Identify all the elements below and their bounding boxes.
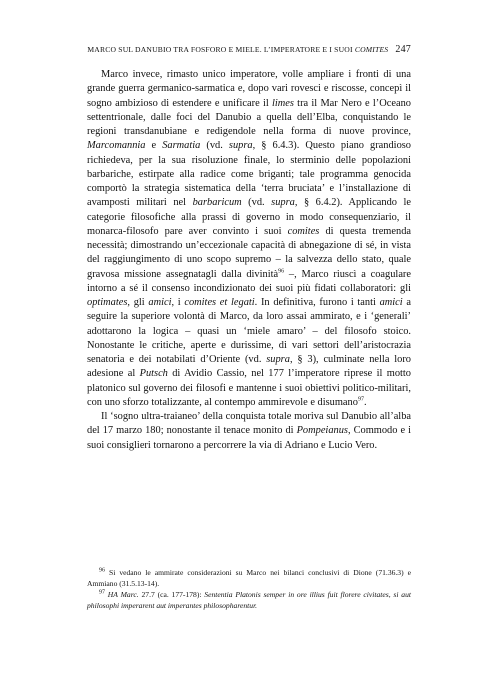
text-run: a seguire la superiore volontà di Marco, da loro assai ammirato, e i ‘generali’ adottarono la logica – quasi un ‘miele amaro’ – del filosofo stoico. Nonostante le critiche, aperte e durissime, di vari settori dell’aristocrazia senatoria e dei notabilati d’Oriente (vd.	[87, 297, 411, 365]
text-run: , i	[171, 297, 185, 308]
paragraph-2	[87, 410, 411, 453]
text-run: (vd.	[241, 197, 272, 209]
footnotes	[87, 568, 411, 612]
italic-term: supra	[271, 197, 295, 209]
running-title: MARCO SUL DANUBIO TRA FOSFORO E MIELE. L’IMPERATORE E I SUOI	[87, 45, 353, 54]
text-run: .	[363, 396, 367, 408]
italic-term: Marcomannia	[87, 140, 146, 152]
page-number: 247	[395, 44, 411, 55]
footnote-text: 27.7 (ca. 177-178):	[138, 590, 205, 600]
footnote-ref-96[interactable]: 96	[278, 268, 285, 275]
italic-term: supra	[228, 140, 253, 152]
text-run: e	[145, 140, 163, 152]
italic-term: supra	[266, 354, 290, 365]
text-run: , § 3), culminate nella loro adesione al	[87, 354, 411, 380]
text-run: Marco invece, rimasto unico imperatore, volle ampliare i fronti di una grande guerra germanico-sarmatica e, dopo vari rovesci e riscosse, concepì il sogno ambizioso di estendere e unificare il	[87, 69, 411, 109]
footnote-97	[87, 590, 411, 611]
text-run: , § 6.4.2). Applicando le categorie filosofiche alla prassi di governo in modo consequenziario, il monarca-filosofo pare aver convinto i suoi	[87, 197, 411, 237]
text-run: (vd.	[200, 140, 229, 152]
italic-term: comites et legati	[184, 297, 255, 308]
footnote-quote: Sententia Platonis semper in ore illius fuit florere civitates, si aut philosophi imperarent aut imperantes philosopharentur.	[87, 590, 411, 610]
text-run: tra il Mar Nero e l’Oceano settentrionale, dalle foci del Danubio a quella dell’Elba, conquistando le regioni transdanubiane e redigendole nella forma di nuove province,	[87, 97, 411, 137]
italic-term: limes	[271, 97, 294, 109]
italic-term: amici	[148, 297, 172, 308]
running-header	[0, 44, 411, 55]
paragraph-1	[87, 68, 411, 410]
text-run: Il ‘sogno ultra-traianeo’ della conquista totale moriva sul Danubio all’alba del 17 marzo 180; nonostante il tenace monito di	[87, 411, 411, 437]
text-run: di Avidio Cassio, nel 177 l’imperatore riprese il motto platonico sul governo dei filosofi e mantenne i suoi obiettivi politico-militari, con uno sforzo totalizzante, al contempo ammirevole e disumano	[87, 368, 411, 408]
footnote-citation: HA Marc.	[105, 590, 139, 600]
footnote-96	[87, 568, 411, 589]
text-run: , § 6.4.3). Questo piano grandioso richiedeva, per la sua risoluzione finale, lo sterminio delle popolazioni barbariche, estirpate alla radice come briganti; tale programma genocida comportò la strategia sistematica della ‘terra bruciata’ e l’installazione di avamposti militari nel	[87, 140, 411, 209]
main-text	[87, 68, 411, 453]
italic-term: comites	[287, 225, 320, 237]
italic-term: optimates	[87, 297, 128, 308]
footnote-number: 96	[99, 567, 105, 574]
italic-term: Sarmatia	[162, 140, 201, 152]
italic-term: Putsch	[139, 368, 168, 380]
italic-term: barbaricum	[192, 197, 242, 209]
text-run: , gli	[127, 297, 149, 308]
footnote-number: 97	[99, 589, 105, 596]
text-run: di questa tremenda necessità; dimostrando un’eccezionale capacità di abnegazione di sé, in vista del raggiungimento di uno scopo supremo – la salvezza dello stato, quale gravosa missione assegnatagli dalla divinità	[87, 225, 412, 280]
text-run: . In definitiva, furono i tanti	[254, 297, 380, 308]
italic-term: amici	[379, 297, 403, 308]
footnote-text: Si vedano le ammirate considerazioni su Marco nei bilanci conclusivi di Dione (71.36.3) e Ammiano (31.5.13-14).	[87, 568, 411, 588]
text-run: , Commodo e i suoi consiglieri tornarono a percorrere la via di Adriano e Lucio Vero.	[87, 425, 411, 451]
italic-term: Pompeianus	[296, 425, 348, 437]
running-title-italic: COMITES	[354, 45, 389, 54]
text-run: –, Marco riuscì a coagulare intorno a sé il consenso incondizionato dei suoi più fidati collaboratori: gli	[87, 268, 411, 294]
footnote-ref-97[interactable]: 97	[357, 396, 364, 403]
